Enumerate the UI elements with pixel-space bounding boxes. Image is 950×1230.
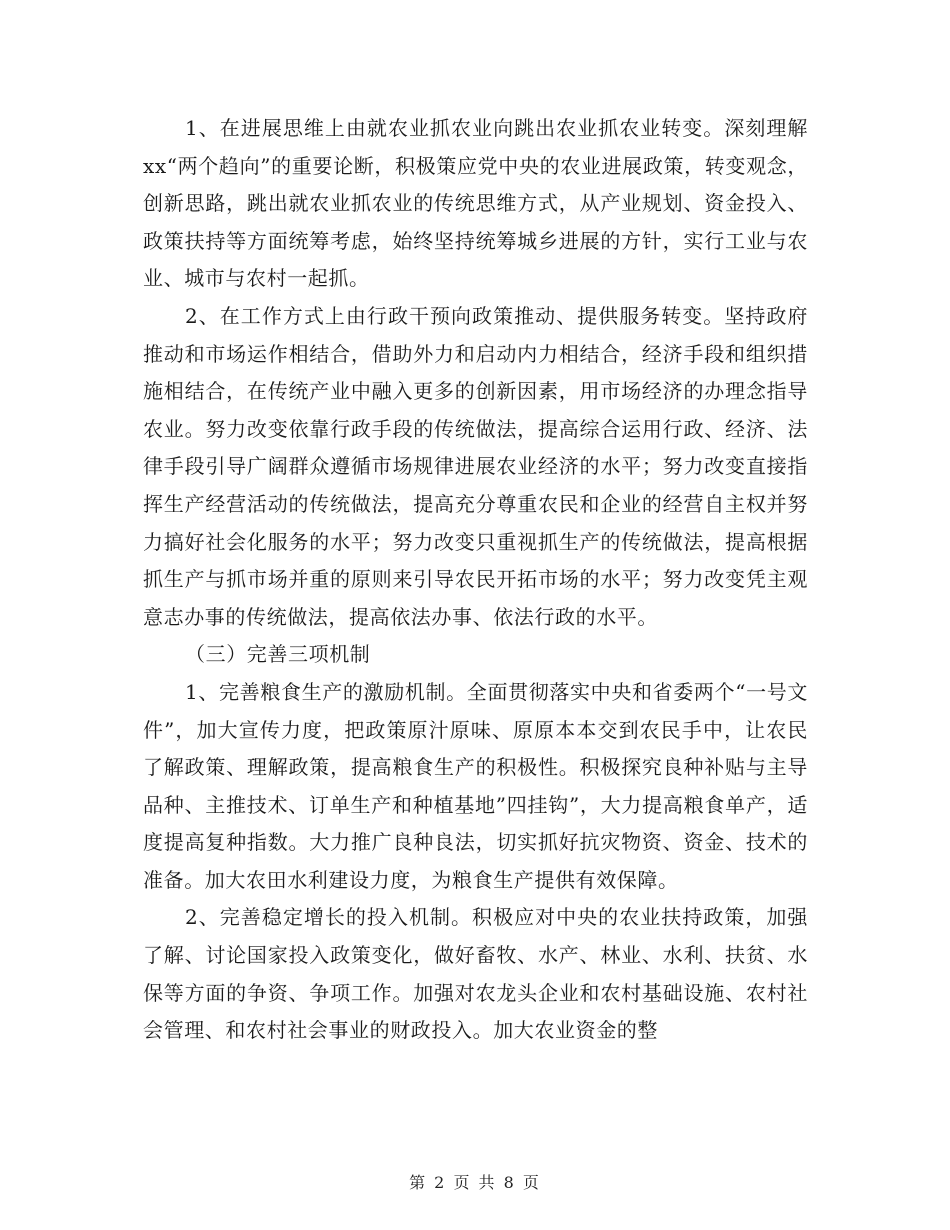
- paragraph-thinking-shift: 1、在进展思维上由就农业抓农业向跳出农业抓农业转变。深刻理解xx“两个趋向”的重要论断，积极策应党中央的农业进展政策，转变观念，创新思路，跳出就农业抓农业的传统思维方式，从产业规划、资金投入、政策扶持等方面统筹考虑，始终坚持统筹城乡进展的方针，实行工业与农业、城市与农村一起抓。: [143, 116, 808, 291]
- section-heading: （三）完善三项机制: [185, 642, 371, 667]
- paragraph-work-method-shift: 2、在工作方式上由行政干预向政策推动、提供服务转变。坚持政府推动和市场运作相结合，借助外力和启动内力相结合，经济手段和组织措施相结合，在传统产业中融入更多的创新因素，用市场经济的办理念指导农业。努力改变依靠行政手段的传统做法，提高综合运用行政、经济、法律手段引导广阔群众遵循市场规律进展农业经济的水平；努力改变直接指挥生产经营活动的传统做法，提高充分尊重农民和企业的经营自主权并努力搞好社会化服务的水平；努力改变只重视抓生产的传统做法，提高根据抓生产与抓市场并重的原则来引导农民开拓市场的水平；努力改变凭主观意志办事的传统做法，提高依法办事、依法行政的水平。: [143, 303, 808, 629]
- document-body: [143, 110, 808, 1050]
- paragraph-investment-mechanism: 2、完善稳定增长的投入机制。积极应对中央的农业扶持政策，加强了解、讨论国家投入政策变化，做好畜牧、水产、林业、水利、扶贫、水保等方面的争资、争项工作。加强对农龙头企业和农村基础设施、农村社会管理、和农村社会事业的财政投入。加大农业资金的整: [143, 905, 808, 1043]
- page-number-footer: 第 2 页 共 8 页: [409, 1173, 541, 1192]
- paragraph-grain-incentive: 1、完善粮食生产的激励机制。全面贯彻落实中央和省委两个“一号文件”，加大宣传力度，把政策原汁原味、原原本本交到农民手中，让农民了解政策、理解政策，提高粮食生产的积极性。积极探究良种补贴与主导品种、主推技术、订单生产和种植基地”四挂钩”，大力提高粮食单产，适度提高复种指数。大力推广良种良法，切实抓好抗灾物资、资金、技术的准备。加大农田水利建设力度，为粮食生产提供有效保障。: [143, 679, 808, 892]
